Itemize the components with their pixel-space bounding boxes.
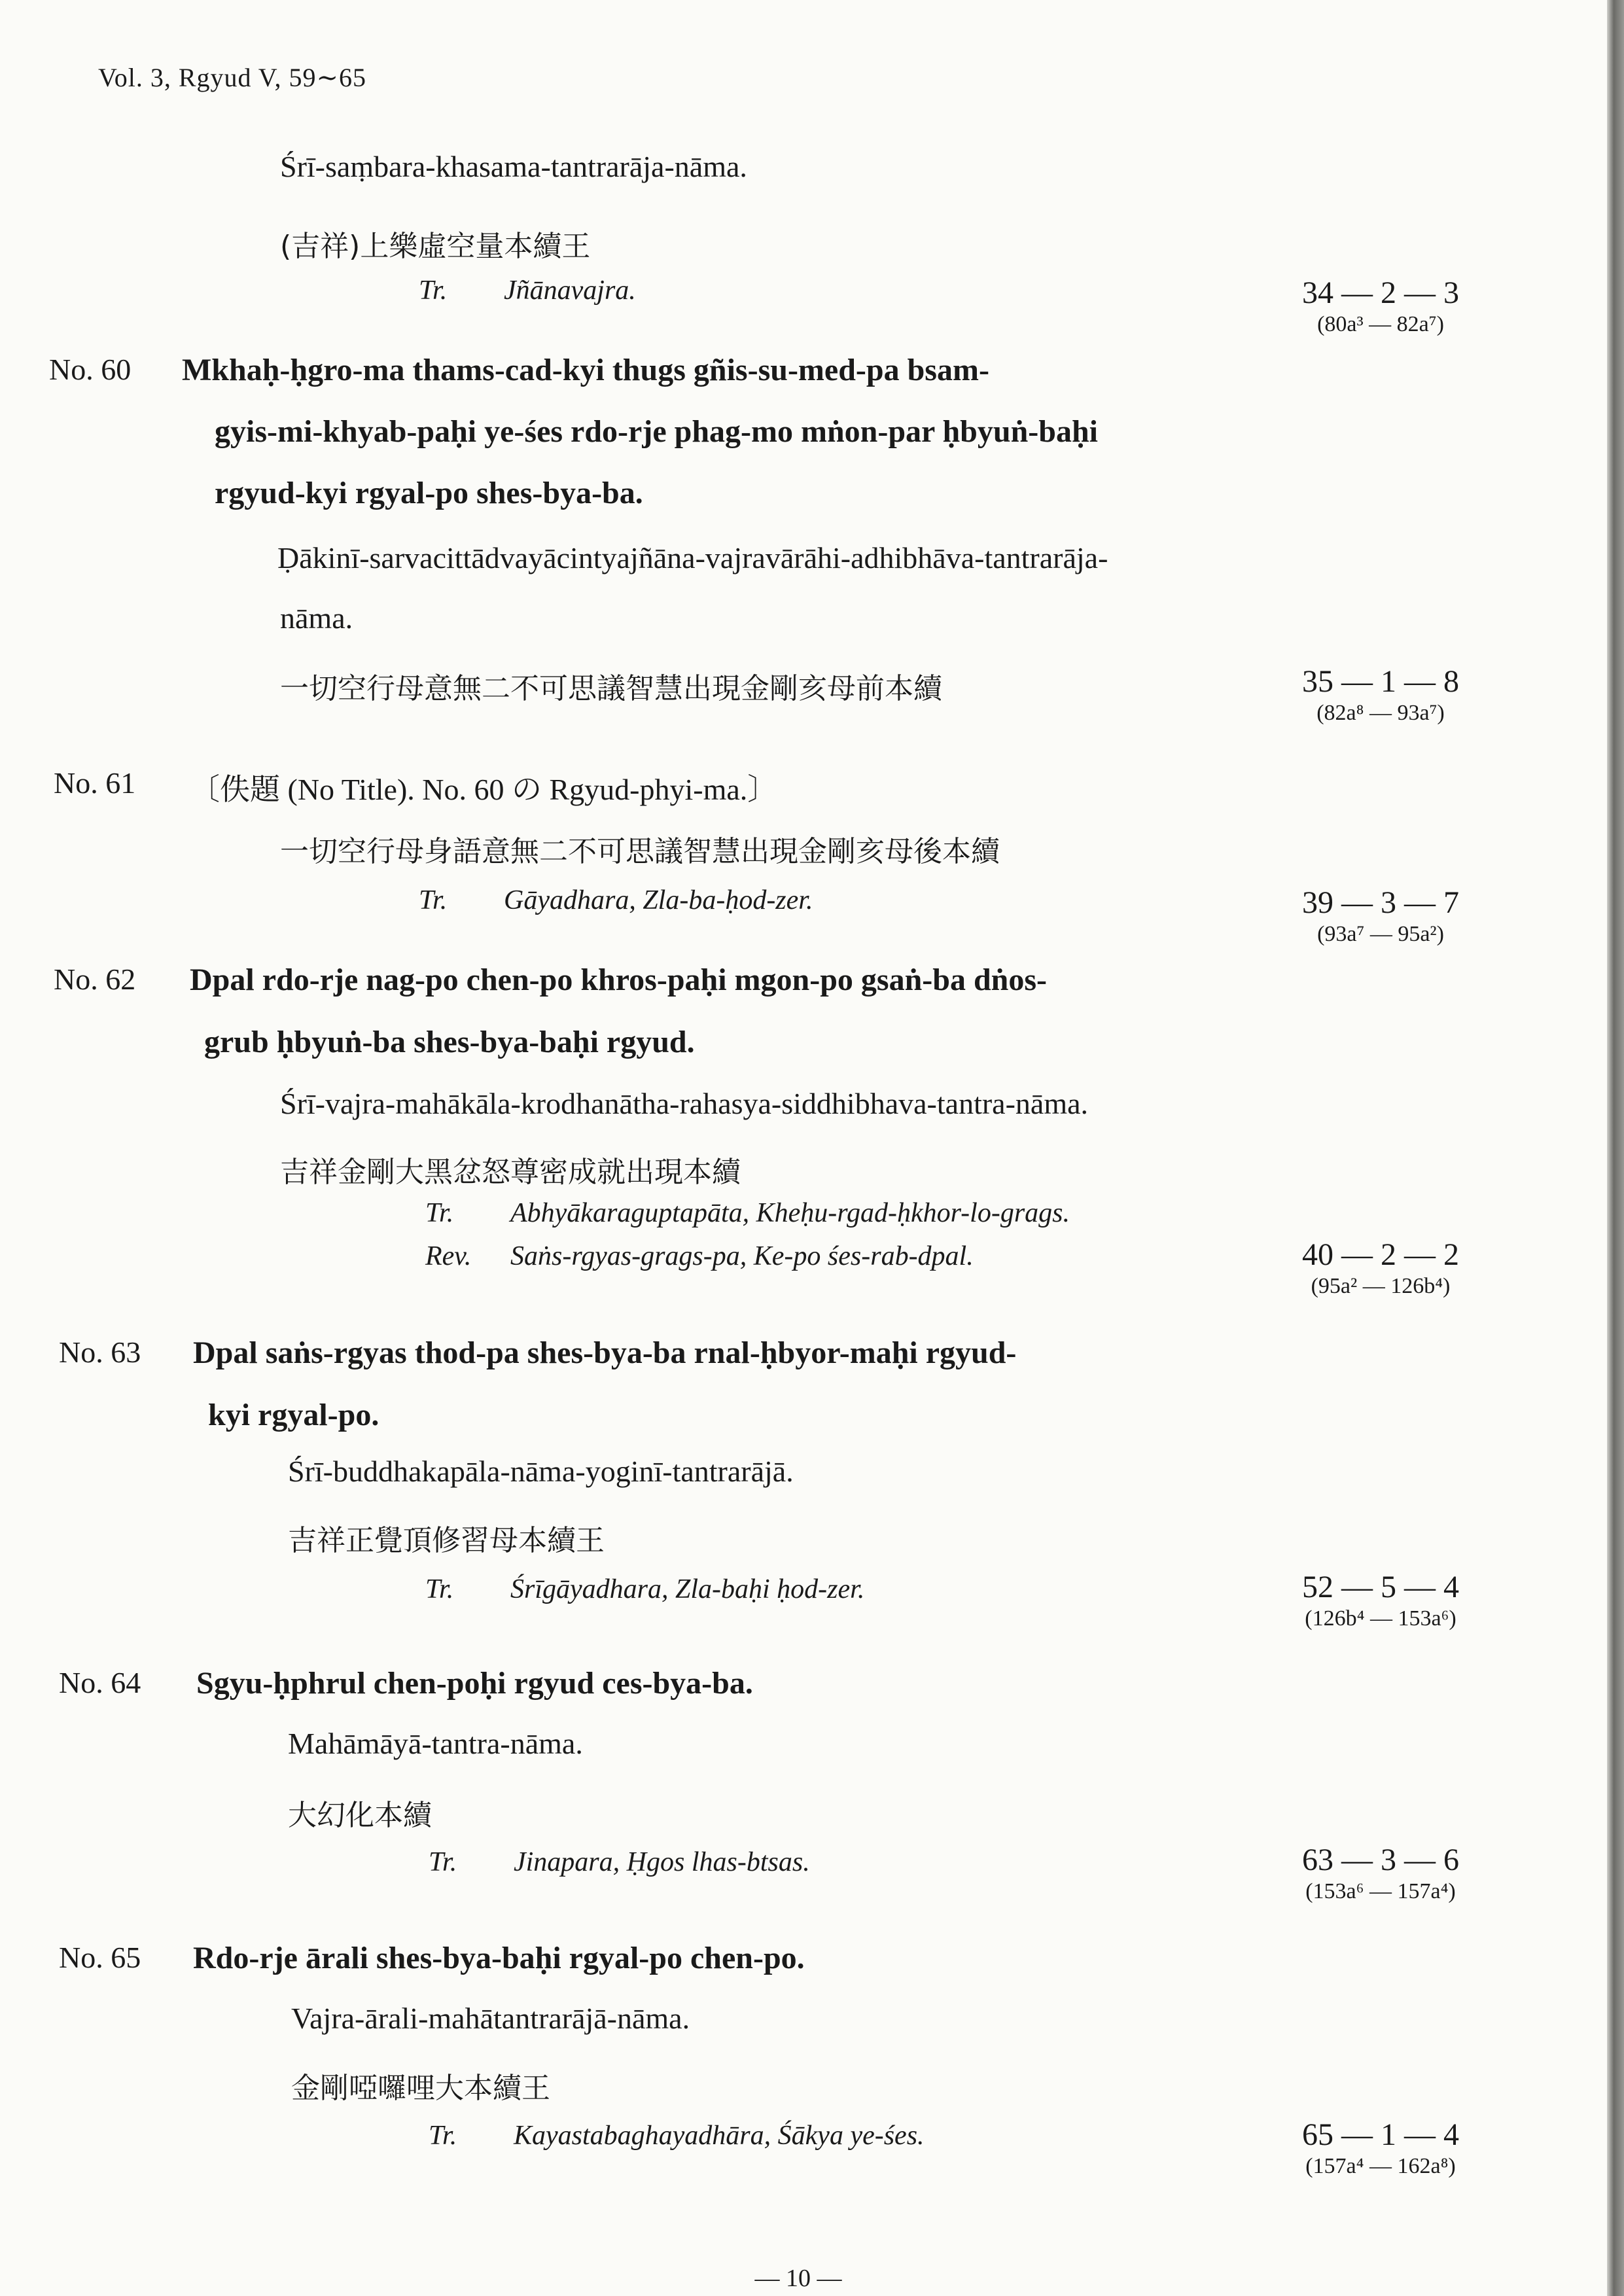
sanskrit-title: Ḍākinī-sarvacittādvayācintyajñāna-vajravārāhi-adhibhāva-tantrarāja-: [277, 541, 1108, 574]
chinese-title: (吉祥)上樂虛空量本續王: [280, 230, 591, 263]
sanskrit-title: nāma.: [280, 601, 353, 635]
sanskrit-title: Śrī-buddhakapāla-nāma-yoginī-tantrarājā.: [288, 1455, 794, 1488]
entry-number: No. 64: [59, 1666, 141, 1699]
scan-edge: [1607, 0, 1624, 2296]
entry-number: No. 60: [49, 353, 132, 386]
entry-number: No. 61: [54, 766, 136, 800]
reviser-label: Rev.: [425, 1241, 472, 1271]
sanskrit-title: Śrī-vajra-mahākāla-krodhanātha-rahasya-siddhibhava-tantra-nāma.: [280, 1087, 1089, 1120]
volume-ref: 65 — 1 — 4: [1302, 2117, 1459, 2152]
volume-ref: 39 — 3 — 7: [1302, 885, 1459, 920]
translator-label: Tr.: [429, 1847, 457, 1877]
location-ref: [1269, 663, 1492, 726]
translator-line: [429, 2120, 925, 2151]
location-ref: [1269, 885, 1492, 947]
tibetan-title-line: Sgyu-ḥphrul chen-poḥi rgyud ces-bya-ba.: [196, 1666, 753, 1701]
reviser-names: Saṅs-rgyas-grags-pa, Ke-po śes-rab-dpal.: [510, 1241, 974, 1271]
translator-label: Tr.: [425, 1574, 454, 1604]
translator-label: Tr.: [429, 2121, 457, 2151]
chinese-title: 金剛啞囉哩大本續王: [291, 2072, 550, 2105]
location-ref: [1269, 275, 1492, 337]
translator-names: Jñānavajra.: [504, 275, 636, 306]
reviser-line: [425, 1241, 974, 1272]
tibetan-title-line: kyi rgyal-po.: [208, 1398, 380, 1432]
volume-ref: 35 — 1 — 8: [1302, 664, 1459, 699]
folio-ref: (153a⁶ — 157a⁴): [1305, 1879, 1456, 1903]
chinese-title: 吉祥金剛大黑忿怒尊密成就出現本續: [280, 1156, 741, 1189]
sanskrit-title: Śrī-saṃbara-khasama-tantrarāja-nāma.: [280, 150, 747, 183]
location-ref: [1269, 1237, 1492, 1299]
folio-ref: (126b⁴ — 153a⁶): [1305, 1606, 1456, 1631]
entry-number: No. 63: [59, 1335, 141, 1369]
translator-names: Kayastabaghayadhāra, Śākya ye-śes.: [514, 2121, 925, 2151]
folio-ref: (157a⁴ — 162a⁸): [1305, 2154, 1456, 2178]
tibetan-title-line: Mkhaḥ-ḥgro-ma thams-cad-kyi thugs gñis-su-med-pa bsam-: [182, 353, 989, 387]
translator-line: [419, 275, 636, 306]
volume-ref: 52 — 5 — 4: [1302, 1570, 1459, 1604]
tibetan-title-line: rgyud-kyi rgyal-po shes-bya-ba.: [215, 476, 643, 510]
tibetan-title-line: gyis-mi-khyab-paḥi ye-śes rdo-rje phag-mo mṅon-par ḥbyuṅ-baḥi: [215, 414, 1098, 449]
volume-ref: 63 — 3 — 6: [1302, 1843, 1459, 1877]
translator-label: Tr.: [425, 1198, 454, 1228]
tibetan-title-line: Dpal rdo-rje nag-po chen-po khros-paḥi mgon-po gsaṅ-ba dṅos-: [190, 963, 1048, 997]
location-ref: [1269, 1842, 1492, 1904]
translator-names: Śrīgāyadhara, Zla-baḥi ḥod-zer.: [510, 1574, 865, 1604]
sanskrit-title: Vajra-ārali-mahātantrarājā-nāma.: [291, 2002, 690, 2035]
sanskrit-title: Mahāmāyā-tantra-nāma.: [288, 1727, 583, 1760]
volume-ref: 34 — 2 — 3: [1302, 275, 1459, 310]
page-number: — 10 —: [754, 2265, 842, 2292]
entry-number: No. 65: [59, 1941, 141, 1974]
chinese-title: 大幻化本續: [288, 1799, 432, 1832]
running-header: Vol. 3, Rgyud V, 59∼65: [98, 63, 367, 92]
chinese-title: 吉祥正覺頂修習母本續王: [288, 1524, 605, 1557]
no-title-note: 〔佚題 (No Title). No. 60 の Rgyud-phyi-ma.〕: [190, 773, 778, 806]
translator-names: Jinapara, Ḥgos lhas-btsas.: [514, 1847, 810, 1877]
translator-names: Gāyadhara, Zla-ba-ḥod-zer.: [504, 885, 813, 915]
folio-ref: (80a³ — 82a⁷): [1317, 312, 1444, 336]
volume-ref: 40 — 2 — 2: [1302, 1237, 1459, 1272]
tibetan-title-line: Dpal saṅs-rgyas thod-pa shes-bya-ba rnal-ḥbyor-maḥi rgyud-: [193, 1335, 1017, 1370]
tibetan-title-line: Rdo-rje ārali shes-bya-baḥi rgyal-po chen-po.: [193, 1941, 805, 1975]
chinese-title: 一切空行母身語意無二不可思議智慧出現金剛亥母後本續: [280, 835, 1000, 868]
folio-ref: (82a⁸ — 93a⁷): [1316, 701, 1445, 725]
translator-line: [419, 885, 813, 916]
folio-ref: (93a⁷ — 95a²): [1317, 922, 1444, 946]
tibetan-title-line: grub ḥbyuṅ-ba shes-bya-baḥi rgyud.: [204, 1025, 695, 1059]
location-ref: [1269, 1569, 1492, 1631]
translator-label: Tr.: [419, 885, 448, 915]
translator-line: [425, 1574, 864, 1605]
entry-number: No. 62: [54, 963, 136, 996]
translator-line: [425, 1197, 1070, 1229]
folio-ref: (95a² — 126b⁴): [1311, 1274, 1451, 1298]
translator-line: [429, 1846, 810, 1878]
translator-label: Tr.: [419, 275, 448, 306]
chinese-title: 一切空行母意無二不可思議智慧出現金剛亥母前本續: [280, 672, 942, 705]
translator-names: Abhyākaraguptapāta, Kheḥu-rgad-ḥkhor-lo-grags.: [510, 1198, 1070, 1228]
location-ref: [1269, 2117, 1492, 2179]
